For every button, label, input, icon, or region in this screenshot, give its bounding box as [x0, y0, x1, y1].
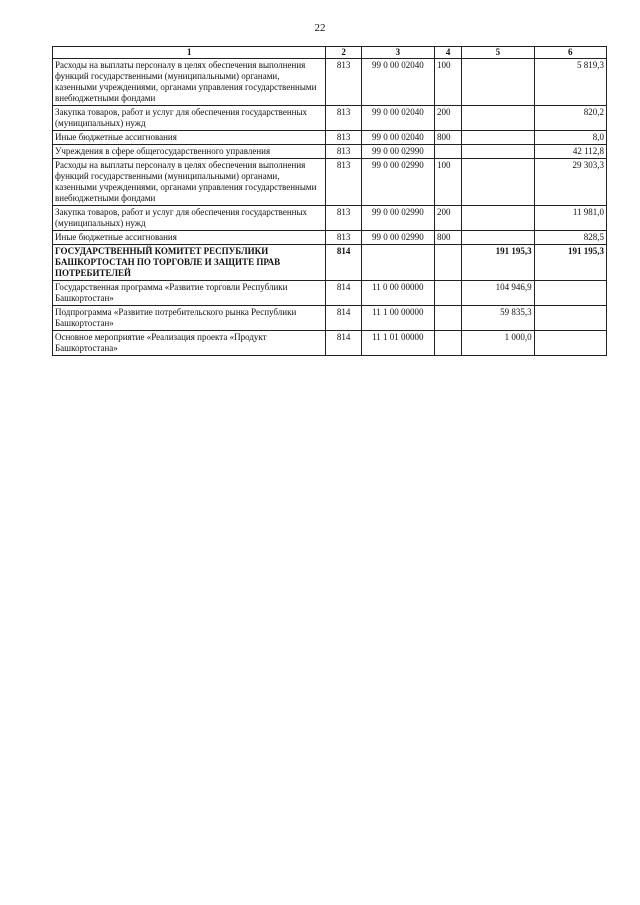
row-amount-col5: 104 946,9: [462, 281, 534, 306]
row-expense-type: [435, 245, 462, 281]
column-header-4: 4: [435, 47, 462, 59]
row-amount-col5: [462, 106, 534, 131]
row-expense-type: [435, 281, 462, 306]
row-target-article: 99 0 00 02040: [361, 59, 434, 106]
column-header-1: 1: [53, 47, 326, 59]
row-expense-type: 800: [435, 131, 462, 145]
row-amount-col6: 29 303,3: [534, 159, 606, 206]
row-target-article: 99 0 00 02990: [361, 206, 434, 231]
row-expense-type: 200: [435, 206, 462, 231]
table-body: [53, 59, 607, 356]
row-description: Закупка товаров, работ и услуг для обеспечения государственных (муниципальных) нужд: [53, 206, 326, 231]
row-amount-col6: 191 195,3: [534, 245, 606, 281]
row-target-article: 11 1 00 00000: [361, 306, 434, 331]
row-department-code: 814: [326, 245, 361, 281]
row-amount-col6: 828,5: [534, 231, 606, 245]
column-header-3: 3: [361, 47, 434, 59]
row-amount-col5: 191 195,3: [462, 245, 534, 281]
row-description: ГОСУДАРСТВЕННЫЙ КОМИТЕТ РЕСПУБЛИКИ БАШКОРТОСТАН ПО ТОРГОВЛЕ И ЗАЩИТЕ ПРАВ ПОТРЕБИТЕЛЕЙ: [53, 245, 326, 281]
row-target-article: 11 0 00 00000: [361, 281, 434, 306]
column-header-6: 6: [534, 47, 606, 59]
row-amount-col6: [534, 331, 606, 356]
row-department-code: 814: [326, 281, 361, 306]
row-description: Расходы на выплаты персоналу в целях обеспечения выполнения функций государственными (муниципальными) органами, казенными учреждениями, органами управления государственными внебюджетными фондами: [53, 159, 326, 206]
table-row: [53, 106, 607, 131]
row-target-article: [361, 245, 434, 281]
table-row: [53, 159, 607, 206]
row-amount-col5: [462, 231, 534, 245]
table-row: [53, 206, 607, 231]
table-row: [53, 331, 607, 356]
table-row: [53, 131, 607, 145]
row-amount-col5: 1 000,0: [462, 331, 534, 356]
table-row: [53, 245, 607, 281]
row-description: Учреждения в сфере общегосударственного управления: [53, 145, 326, 159]
row-amount-col6: [534, 281, 606, 306]
column-header-2: 2: [326, 47, 361, 59]
row-amount-col6: [534, 306, 606, 331]
row-target-article: 99 0 00 02990: [361, 145, 434, 159]
row-amount-col5: [462, 131, 534, 145]
row-amount-col5: 59 835,3: [462, 306, 534, 331]
row-department-code: 813: [326, 206, 361, 231]
row-amount-col6: 11 981,0: [534, 206, 606, 231]
table-row: [53, 306, 607, 331]
row-amount-col6: 820,2: [534, 106, 606, 131]
row-description: Расходы на выплаты персоналу в целях обеспечения выполнения функций государственными (муниципальными) органами, казенными учреждениями, органами управления государственными внебюджетными фондами: [53, 59, 326, 106]
row-department-code: 813: [326, 59, 361, 106]
row-department-code: 814: [326, 306, 361, 331]
row-description: Иные бюджетные ассигнования: [53, 231, 326, 245]
row-target-article: 99 0 00 02040: [361, 106, 434, 131]
row-expense-type: 200: [435, 106, 462, 131]
row-department-code: 813: [326, 131, 361, 145]
column-header-5: 5: [462, 47, 534, 59]
row-target-article: 99 0 00 02990: [361, 159, 434, 206]
row-expense-type: 100: [435, 59, 462, 106]
row-amount-col6: 5 819,3: [534, 59, 606, 106]
row-department-code: 813: [326, 106, 361, 131]
row-target-article: 11 1 01 00000: [361, 331, 434, 356]
table-row: [53, 145, 607, 159]
table-row: [53, 281, 607, 306]
row-department-code: 813: [326, 145, 361, 159]
table-header-row: [53, 47, 607, 59]
row-expense-type: [435, 331, 462, 356]
row-description: Подпрограмма «Развитие потребительского рынка Республики Башкортостан»: [53, 306, 326, 331]
row-amount-col6: 42 112,8: [534, 145, 606, 159]
row-target-article: 99 0 00 02990: [361, 231, 434, 245]
row-description: Закупка товаров, работ и услуг для обеспечения государственных (муниципальных) нужд: [53, 106, 326, 131]
row-amount-col6: 8,0: [534, 131, 606, 145]
table-row: [53, 231, 607, 245]
row-description: Иные бюджетные ассигнования: [53, 131, 326, 145]
row-expense-type: 800: [435, 231, 462, 245]
budget-table: [52, 46, 607, 356]
row-amount-col5: [462, 145, 534, 159]
row-expense-type: [435, 145, 462, 159]
page-number: 22: [314, 22, 326, 34]
row-expense-type: 100: [435, 159, 462, 206]
row-expense-type: [435, 306, 462, 331]
table-row: [53, 59, 607, 106]
row-amount-col5: [462, 159, 534, 206]
row-department-code: 814: [326, 331, 361, 356]
row-description: Основное мероприятие «Реализация проекта «Продукт Башкортостана»: [53, 331, 326, 356]
row-department-code: 813: [326, 231, 361, 245]
row-target-article: 99 0 00 02040: [361, 131, 434, 145]
row-amount-col5: [462, 59, 534, 106]
row-description: Государственная программа «Развитие торговли Республики Башкортостан»: [53, 281, 326, 306]
row-department-code: 813: [326, 159, 361, 206]
row-amount-col5: [462, 206, 534, 231]
